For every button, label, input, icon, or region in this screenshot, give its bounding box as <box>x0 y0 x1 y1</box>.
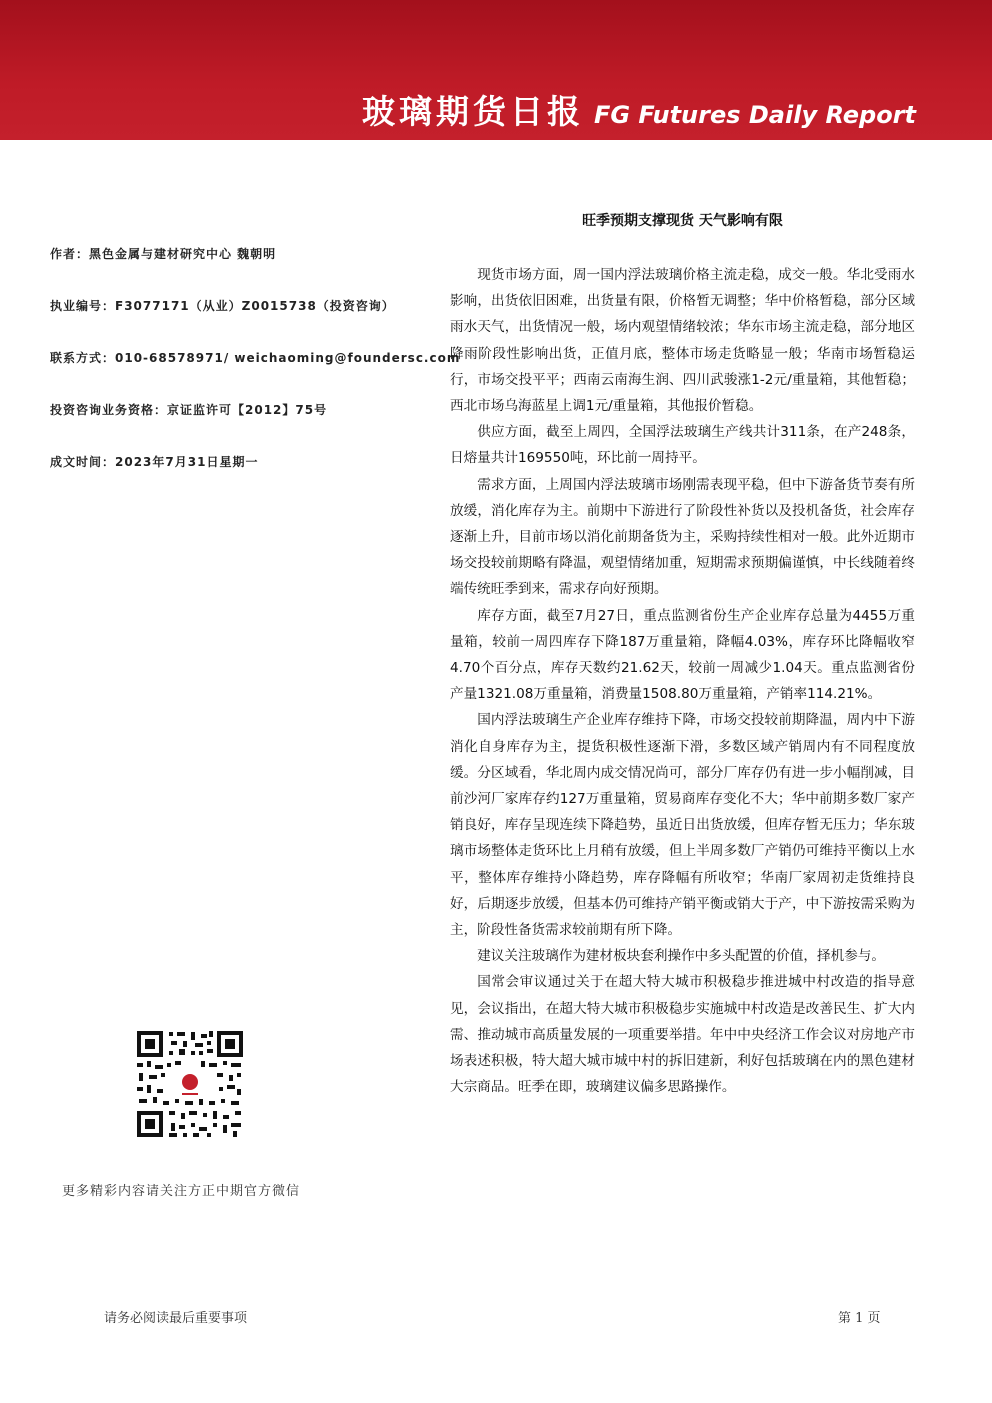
qualification-line: 投资咨询业务资格：京证监许可【2012】75号 <box>50 403 328 417</box>
report-title <box>362 86 916 133</box>
license-line: 执业编号：F3077171（从业）Z0015738（投资咨询） <box>50 299 395 313</box>
paragraph-inventory: 库存方面，截至7月27日，重点监测省份生产企业库存总量为4455万重量箱，较前一周四库存下降187万重量箱，降幅4.03%，库存环比降幅收窄4.70个百分点，库存天数约21.62天，较前一周减少1.04天。重点监测省份产量1321.08万重量箱，消费量1508.80万重量箱，产销率114.21%。 <box>450 607 915 703</box>
qr-code-image <box>135 1029 245 1139</box>
paragraph-regional: 国内浮法玻璃生产企业库存维持下降，市场交投较前期降温，周内中下游消化自身库存为主，提货积极性逐渐下滑，多数区域产销周内有不同程度放缓。分区域看，华北周内成交情况尚可，部分厂库存仍有进一步小幅削减，目前沙河厂家库存约127万重量箱，贸易商库存变化不大；华中前期多数厂家产销良好，库存呈现连续下降趋势，虽近日出货放缓，但库存暂无压力；华东玻璃市场整体走货环比上月稍有放缓，但上半周多数厂产销仍可维持平衡以上水平，整体库存维持小降趋势，库存降幅有所收窄；华南厂家周初走货维持良好，后期逐步放缓，但基本仍可维持产销平衡或销大于产，中下游按需采购为主，阶段性备货需求较前期有所下降。 <box>450 712 915 939</box>
author-line: 作者：黑色金属与建材研究中心 魏朝明 <box>50 247 277 261</box>
page-number: 第 1 页 <box>838 1311 881 1326</box>
report-title-cn: 玻璃期货日报 <box>361 92 584 131</box>
date-line: 成文时间：2023年7月31日星期一 <box>50 455 259 469</box>
paragraph-policy: 国常会审议通过关于在超大特大城市积极稳步推进城中村改造的指导意见，会议指出，在超大特大城市积极稳步实施城中村改造是改善民生、扩大内需、推动城市高质量发展的一项重要举措。年中中央经济工作会议对房地产市场表述积极，特大超大城市城中村的拆旧建新，利好包括玻璃在内的黑色建材大宗商品。旺季在即，玻璃建议偏多思路操作。 <box>450 974 915 1096</box>
author-info <box>50 0 461 500</box>
qr-caption: 更多精彩内容请关注方正中期官方微信 <box>62 1184 301 1199</box>
footer-notice: 请务必阅读最后重要事项 <box>104 1311 248 1326</box>
article-headline: 旺季预期支撑现货 天气影响有限 <box>582 213 783 229</box>
paragraph-spot-market: 现货市场方面，周一国内浮法玻璃价格主流走稳，成交一般。华北受雨水影响，出货依旧困难，出货量有限，价格暂无调整；华中价格暂稳，部分区域雨水天气，出货情况一般，场内观望情绪较浓；华东市场主流走稳，部分地区降雨阶段性影响出货，正值月底，整体市场走货略显一般；华南市场暂稳运行，市场交投平平；西南云南海生润、四川武骏涨1-2元/重量箱，其他暂稳；西北市场乌海蓝星上调1元/重量箱，其他报价暂稳。 <box>450 267 915 415</box>
paragraph-supply: 供应方面，截至上周四，全国浮法玻璃生产线共计311条，在产248条，日熔量共计169550吨，环比前一周持平。 <box>450 424 915 467</box>
contact-line: 联系方式：010-68578971/ weichaoming@foundersc.com <box>50 351 461 365</box>
report-title-en: FG Futures Daily Report <box>593 101 916 129</box>
article-body <box>450 262 915 1101</box>
paragraph-demand: 需求方面，上周国内浮法玻璃市场刚需表现平稳，但中下游备货节奏有所放缓，消化库存为主。前期中下游进行了阶段性补货以及投机备货，社会库存逐渐上升，目前市场以消化前期备货为主，采购持续性相对一般。此外近期市场交投较前期略有降温，观望情绪加重，短期需求预期偏谨慎，中长线随着终端传统旺季到来，需求存向好预期。 <box>450 476 915 598</box>
paragraph-suggestion: 建议关注玻璃作为建材板块套利操作中多头配置的价值，择机参与。 <box>477 948 885 965</box>
